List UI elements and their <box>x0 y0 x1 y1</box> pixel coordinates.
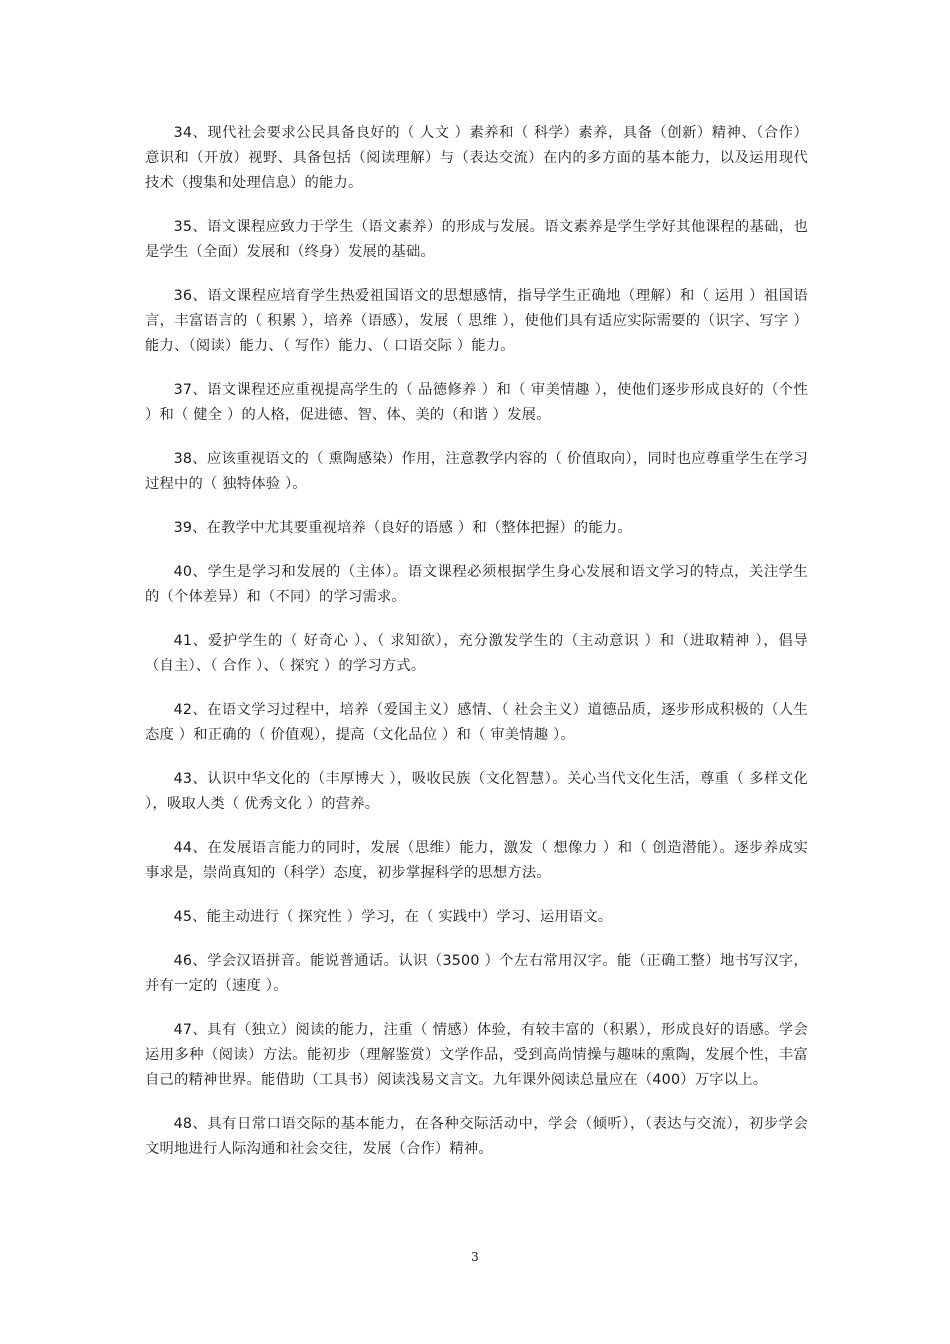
paragraph-item-44: 44、在发展语言能力的同时，发展（思维）能力，激发（ 想像力 ）和（ 创造潜能）。逐步养成实事求是，崇尚真知的（科学）态度，初步掌握科学的思想方法。 <box>145 840 808 881</box>
page-number: 3 <box>471 1250 479 1264</box>
paragraph-item-42: 42、在语文学习过程中，培养（爱国主义）感情、（ 社会主义）道德品质，逐步形成积极的（人生态度 ）和正确的（ 价值观），提高（文化品位 ）和（ 审美情趣 ）。 <box>145 702 808 743</box>
paragraph-item-38: 38、应该重视语文的（ 熏陶感染）作用，注意教学内容的（ 价值取向），同时也应尊重学生在学习过程中的（ 独特体验 ）。 <box>145 451 808 492</box>
paragraph-item-46: 46、学会汉语拼音。能说普通话。认识（3500 ）个左右常用汉字。能（正确工整）地书写汉字，并有一定的（速度 ）。 <box>145 953 808 994</box>
paragraph-item-45: 45、能主动进行（ 探究性 ）学习，在（ 实践中）学习、运用语文。 <box>173 909 613 925</box>
document-body <box>145 121 808 1181</box>
paragraph-item-43: 43、认识中华文化的（丰厚博大 ），吸收民族（文化智慧）。关心当代文化生活，尊重（ 多样文化 ），吸取人类（ 优秀文化 ）的营养。 <box>145 771 808 812</box>
paragraph-item-36: 36、语文课程应培育学生热爱祖国语文的思想感情，指导学生正确地（理解）和（ 运用 ）祖国语言，丰富语言的（ 积累 ），培养（语感），发展（ 思维 ），使他们具有适应实际需要的（识字、写字 ）能力、（阅读）能力、（ 写作）能力、（ 口语交际 ）能力。 <box>145 288 808 354</box>
paragraph-item-47: 47、具有（独立）阅读的能力，注重（ 情感）体验，有较丰富的（积累），形成良好的语感。学会运用多种（阅读）方法。能初步（理解鉴赏）文学作品，受到高尚情操与趣味的熏陶，发展个性，丰富自己的精神世界。能借助（工具书）阅读浅易文言文。九年课外阅读总量应在（400）万字以上。 <box>145 1022 808 1088</box>
paragraph-item-35: 35、语文课程应致力于学生（语文素养）的形成与发展。语文素养是学生学好其他课程的基础，也是学生（全面）发展和（终身）发展的基础。 <box>145 219 808 260</box>
paragraph-item-37: 37、语文课程还应重视提高学生的（ 品德修养 ）和（ 审美情趣 ），使他们逐步形成良好的（个性 ）和（ 健全 ）的人格，促进德、智、体、美的（和谐 ）发展。 <box>145 382 808 423</box>
paragraph-item-48: 48、具有日常口语交际的基本能力，在各种交际活动中，学会（倾听），（表达与交流），初步学会文明地进行人际沟通和社会交往，发展（合作）精神。 <box>145 1116 808 1157</box>
paragraph-item-41: 41、爱护学生的（ 好奇心 ）、（ 求知欲），充分激发学生的（主动意识 ）和（进取精神 ），倡导（自主）、（ 合作 ）、（ 探究 ）的学习方式。 <box>145 633 808 674</box>
paragraph-item-34: 34、现代社会要求公民具备良好的（ 人文 ）素养和（ 科学）素养，具备（创新）精神、（合作）意识和（开放）视野、具备包括（阅读理解）与（表达交流）在内的多方面的基本能力，以及运用现代技术（搜集和处理信息）的能力。 <box>145 125 808 191</box>
paragraph-item-40: 40、学生是学习和发展的（主体）。语文课程必须根据学生身心发展和语文学习的特点，关注学生的（个体差异）和（不同）的学习需求。 <box>145 564 808 605</box>
paragraph-item-39: 39、在教学中尤其要重视培养（良好的语感 ）和（整体把握）的能力。 <box>173 520 632 536</box>
